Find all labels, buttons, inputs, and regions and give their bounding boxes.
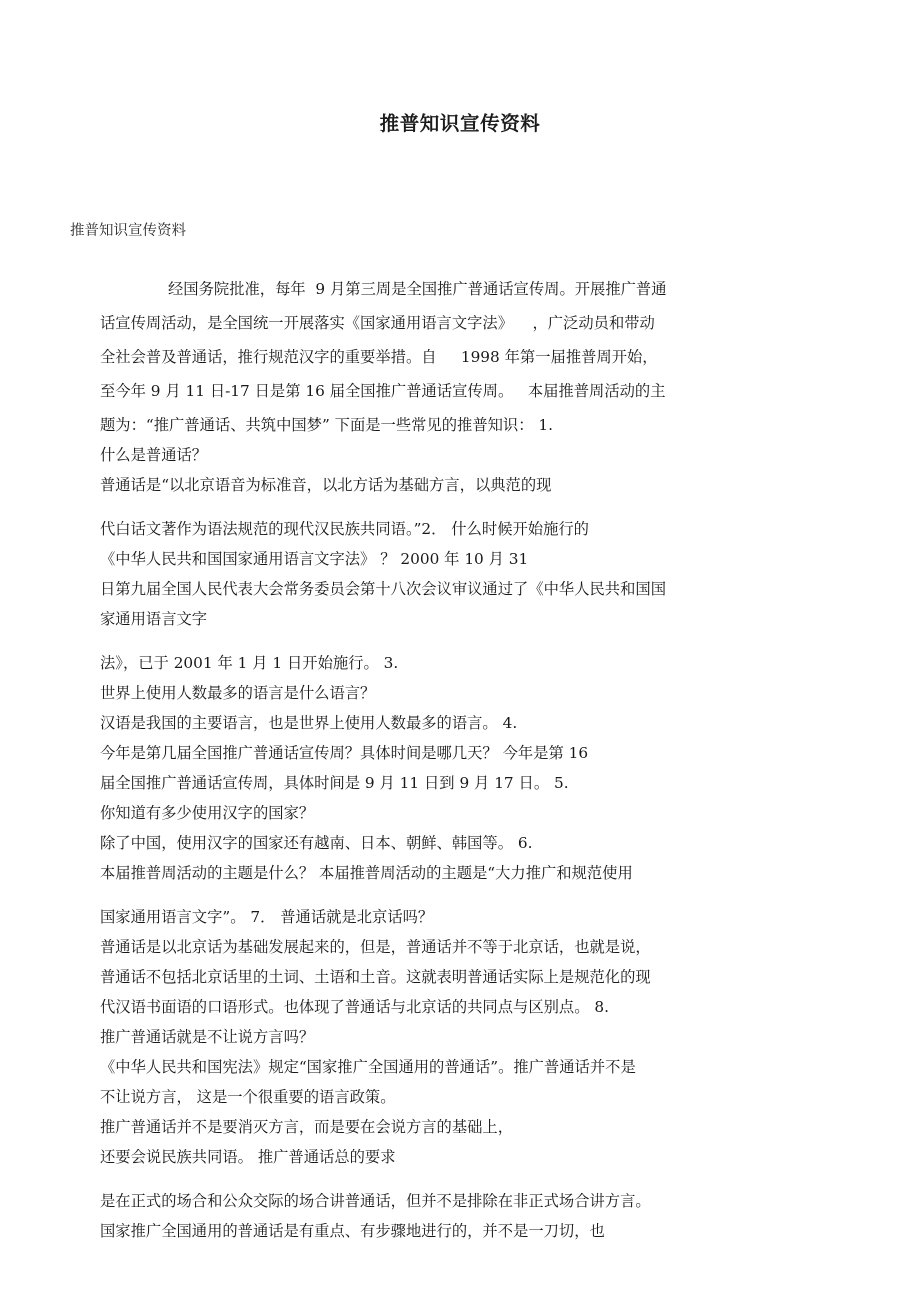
body-line: 不让说方言， 这是一个很重要的语言政策。 bbox=[100, 1088, 396, 1106]
body-line: 法》，已于 2001 年 1 月 1 日开始施行。 3. bbox=[100, 654, 399, 672]
body-line: 汉语是我国的主要语言，也是世界上使用人数最多的语言。 4. bbox=[100, 714, 518, 732]
body-line: 代白话文著作为语法规范的现代汉民族共同语。”2． 什么时候开始施行的 bbox=[100, 520, 589, 538]
body-line: 届全国推广普通话宣传周，具体时间是 9 月 11 日到 9 月 17 日。 5. bbox=[100, 774, 569, 792]
body-line: 国家通用语言文字”。 7． 普通话就是北京话吗？ bbox=[100, 908, 434, 926]
body-line: 家通用语言文字 bbox=[100, 610, 208, 628]
body-line: 话宣传周活动，是全国统一开展落实《国家通用语言文字法》 ，广泛动员和带动 bbox=[100, 314, 655, 332]
body-line: 还要会说民族共同语。 推广普通话总的要求 bbox=[100, 1148, 396, 1166]
body-line: 普通话不包括北京话里的土词、土语和土音。这就表明普通话实际上是规范化的现 bbox=[100, 968, 651, 986]
page-title: 推普知识宣传资料 bbox=[379, 112, 541, 135]
body-line: 代汉语书面语的口语形式。也体现了普通话与北京话的共同点与区别点。 8. bbox=[100, 998, 609, 1016]
body-line: 普通话是以北京话为基础发展起来的，但是，普通话并不等于北京话，也就是说， bbox=[100, 938, 651, 956]
body-line: 日第九届全国人民代表大会常务委员会第十八次会议审议通过了《中华人民共和国国 bbox=[100, 580, 666, 598]
document-subheading: 推普知识宣传资料 bbox=[70, 222, 186, 239]
body-line: 《中华人民共和国国家通用语言文字法》 ？ 2000 年 10 月 31 bbox=[100, 550, 529, 568]
body-line: 《中华人民共和国宪法》规定“国家推广全国通用的普通话”。推广普通话并不是 bbox=[100, 1058, 636, 1076]
body-line: 什么是普通话？ bbox=[100, 446, 208, 464]
body-line: 推广普通话就是不让说方言吗？ bbox=[100, 1028, 315, 1046]
body-line: 今年是第几届全国推广普通话宣传周？具体时间是哪几天？ 今年是第 16 bbox=[100, 744, 589, 762]
body-line: 本届推普周活动的主题是什么？ 本届推普周活动的主题是“大力推广和规范使用 bbox=[100, 864, 633, 882]
body-line: 普通话是“以北京语音为标准音，以北方话为基础方言，以典范的现 bbox=[100, 476, 552, 494]
body-line: 除了中国，使用汉字的国家还有越南、日本、朝鲜、韩国等。 6. bbox=[100, 834, 533, 852]
body-line: 经国务院批准，每年 9 月第三周是全国推广普通话宣传周。开展推广普通 bbox=[168, 280, 667, 298]
body-line: 至今年 9 月 11 日-17 日是第 16 届全国推广普通话宣传周。 本届推普周活动的主 bbox=[100, 382, 666, 400]
body-line: 是在正式的场合和公众交际的场合讲普通话，但并不是排除在非正式场合讲方言。 bbox=[100, 1192, 651, 1210]
body-line: 推广普通话并不是要消灭方言，而是要在会说方言的基础上， bbox=[100, 1118, 514, 1136]
body-line: 国家推广全国通用的普通话是有重点、有步骤地进行的，并不是一刀切，也 bbox=[100, 1222, 605, 1240]
body-line: 题为：“推广普通话、共筑中国梦” 下面是一些常见的推普知识： 1. bbox=[100, 416, 553, 434]
body-line: 全社会普及普通话，推行规范汉字的重要举措。自 1998 年第一届推普周开始， bbox=[100, 348, 658, 366]
body-line: 世界上使用人数最多的语言是什么语言？ bbox=[100, 684, 376, 702]
document-body bbox=[0, 238, 920, 1246]
body-line: 你知道有多少使用汉字的国家？ bbox=[100, 804, 315, 822]
